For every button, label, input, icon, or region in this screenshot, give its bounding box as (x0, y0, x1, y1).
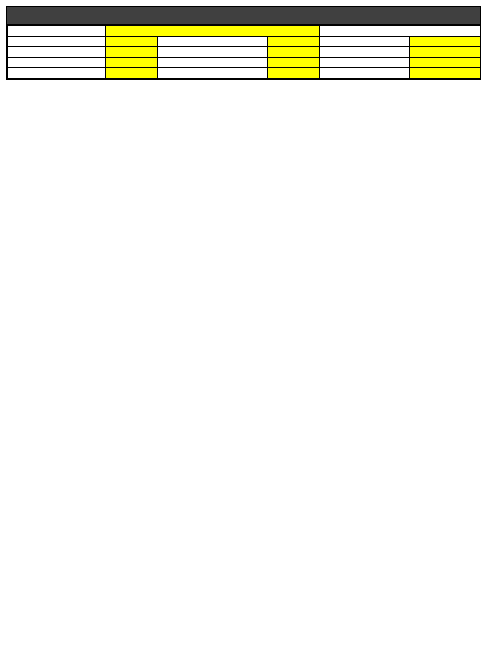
flood-value (268, 47, 320, 58)
tower-type-label (320, 36, 410, 47)
loc-desc-value (410, 47, 481, 58)
sleeve-diam-value (106, 57, 158, 68)
info-row-sleeve-len (8, 68, 481, 79)
testing-date-label (320, 57, 410, 68)
info-row-cone-diam (8, 47, 481, 58)
cpt-sheet (6, 6, 481, 80)
sleeve-len-label (8, 68, 106, 79)
testing-date-value (410, 57, 481, 68)
project-label (8, 26, 106, 37)
info-row-sleeve-diam (8, 57, 481, 68)
tower-type-value (410, 36, 481, 47)
investigated-value (410, 68, 481, 79)
flood-label (158, 47, 268, 58)
cone-diam-label (8, 47, 106, 58)
loc-desc-label (320, 47, 410, 58)
info-table (7, 25, 481, 79)
total-depth-value (268, 57, 320, 68)
cone-diam-value (106, 47, 158, 58)
sheet-title (7, 7, 480, 25)
gwl-value (268, 68, 320, 79)
info-row-project (8, 26, 481, 37)
sleeve-diam-label (8, 57, 106, 68)
project-value (106, 26, 320, 37)
location-id-value (268, 36, 320, 47)
total-depth-label (158, 57, 268, 68)
cone-type-label (8, 36, 106, 47)
info-row-cone-type (8, 36, 481, 47)
gwl-label (158, 68, 268, 79)
cone-type-value (106, 36, 158, 47)
investigated-label (320, 68, 410, 79)
sleeve-len-value (106, 68, 158, 79)
location-id-label (158, 36, 268, 47)
